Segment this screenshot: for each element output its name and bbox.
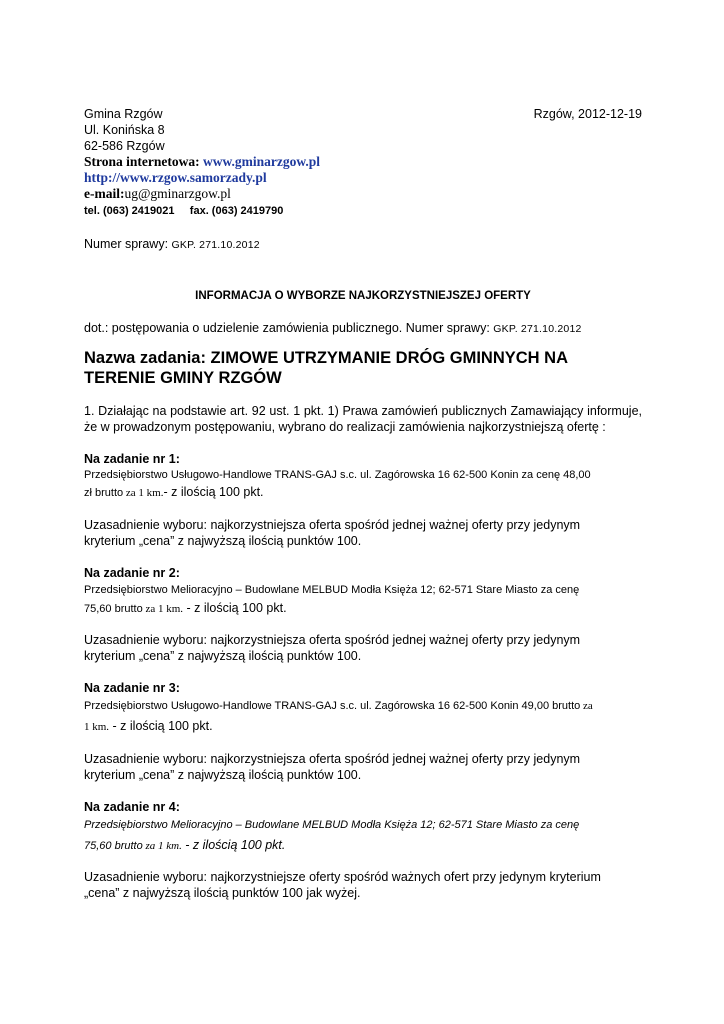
task-3-score: - z ilością 100 pkt.	[109, 719, 213, 733]
task-4-offer	[84, 815, 642, 856]
task-4-price: 75,60 brutto	[84, 840, 143, 852]
task-1-offer-line-2	[84, 484, 642, 502]
task-2-score: - z ilością 100 pkt.	[183, 601, 287, 615]
subject-text: dot.: postępowania o udzielenie zamówienia publicznego. Numer sprawy:	[84, 321, 490, 335]
task-1-offer	[84, 467, 642, 502]
case-number-line	[84, 236, 642, 253]
task-title-line-1: Nazwa zadania: ZIMOWE UTRZYMANIE DRÓG GMINNYCH NA	[84, 349, 569, 367]
task-3	[84, 680, 642, 783]
task-3-justification-line-2: kryterium „cena” z najwyższą ilością punktów 100.	[84, 768, 362, 782]
task-2-offer-line-1: Przedsiębiorstwo Melioracyjno – Budowlane MELBUD Modła Księża 12; 62-571 Stare Miasto za cenę	[84, 584, 580, 596]
task-2-price: 75,60 brutto	[84, 603, 143, 615]
task-4-offer-line-1: Przedsiębiorstwo Melioracyjno – Budowlane MELBUD Modła Księża 12; 62-571 Stare Miasto za cenę	[84, 819, 580, 831]
intro-paragraph: 1. Działając na podstawie art. 92 ust. 1 pkt. 1) Prawa zamówień publicznych Zamawiający informuje, że w prowadzonym postępowaniu, wybrano do realizacji zamówienia najkorzystniejszą ofertę :	[84, 404, 642, 434]
subject-case-number: GKP. 271.10.2012	[493, 323, 582, 335]
task-1-justification	[84, 517, 642, 549]
task-4-justification-line-1: Uzasadnienie wyboru: najkorzystniejsze oferty spośród ważnych ofert przy jedynym kryterium	[84, 870, 601, 884]
task-1-justification-line-1: Uzasadnienie wyboru: najkorzystniejsza oferta spośród jednej ważnej oferty przy jedynym	[84, 518, 581, 532]
task-title-line-2: TERENIE GMINY RZGÓW	[84, 369, 282, 387]
task-1-offer-line-1: Przedsiębiorstwo Usługowo-Handlowe TRANS-GAJ s.c. ul. Zagórowska 16 62-500 Konin za cenę 48,00	[84, 469, 591, 481]
task-2-justification-line-2: kryterium „cena” z najwyższą ilością punktów 100.	[84, 649, 362, 663]
task-2	[84, 565, 642, 664]
website-link[interactable]: www.gminarzgow.pl	[203, 154, 321, 169]
office-postal: 62-586 Rzgów	[84, 139, 165, 153]
task-4-unit: za 1 km.	[142, 840, 182, 852]
task-4-justification-line-2: „cena” z najwyższą ilością punktów 100 jak wyżej.	[84, 886, 361, 900]
letterhead	[84, 106, 642, 253]
office-name: Gmina Rzgów	[84, 107, 163, 121]
task-3-offer-line-2	[84, 716, 642, 737]
website-label: Strona internetowa:	[84, 154, 200, 169]
office-street: Ul. Konińska 8	[84, 123, 165, 137]
email-label: e-mail:	[84, 186, 125, 201]
task-3-offer	[84, 696, 642, 737]
email-address[interactable]: ug@gminarzgow.pl	[124, 186, 231, 201]
website-link-2[interactable]: http://www.rzgow.samorzady.pl	[84, 170, 267, 185]
task-3-offer-line-1	[84, 696, 642, 716]
task-2-unit: za 1 km.	[142, 603, 184, 615]
task-3-offer-text: Przedsiębiorstwo Usługowo-Handlowe TRANS-GAJ s.c. ul. Zagórowska 16 62-500 Konin 49,00 brutto	[84, 700, 581, 712]
task-4-heading: Na zadanie nr 4:	[84, 800, 180, 814]
task-1-price: zł brutto	[84, 487, 124, 499]
task-title	[84, 348, 642, 388]
task-1	[84, 451, 642, 549]
task-2-offer-line-2	[84, 599, 642, 618]
case-number-label: Numer sprawy:	[84, 237, 169, 251]
task-2-heading: Na zadanie nr 2:	[84, 566, 180, 580]
task-1-justification-line-2: kryterium „cena” z najwyższą ilością punktów 100.	[84, 534, 362, 548]
task-3-heading: Na zadanie nr 3:	[84, 681, 180, 695]
task-1-unit: za 1 km.	[123, 487, 164, 499]
email-line	[84, 186, 642, 202]
task-3-justification-line-1: Uzasadnienie wyboru: najkorzystniejsza oferta spośród jednej ważnej oferty przy jedynym	[84, 752, 581, 766]
document-body	[84, 106, 642, 901]
task-1-score: - z ilością 100 pkt.	[163, 485, 264, 499]
document-heading: INFORMACJA O WYBORZE NAJKORZYSTNIEJSZEJ OFERTY	[195, 290, 531, 302]
website-line	[84, 154, 642, 170]
task-1-heading: Na zadanie nr 1:	[84, 452, 180, 466]
task-3-unit: 1 km.	[84, 721, 110, 733]
task-3-za: za	[580, 700, 593, 712]
task-2-justification-line-1: Uzasadnienie wyboru: najkorzystniejsza oferta spośród jednej ważnej oferty przy jedynym	[84, 633, 581, 647]
task-4-score: - z ilością 100 pkt.	[181, 838, 286, 852]
task-2-justification	[84, 632, 642, 664]
place-date: Rzgów, 2012-12-19	[533, 107, 642, 121]
phone-fax: tel. (063) 2419021 fax. (063) 2419790	[84, 205, 284, 217]
task-4-justification	[84, 869, 642, 901]
subject-line	[84, 320, 642, 337]
task-4-offer-line-2	[84, 835, 642, 856]
case-number-value: GKP. 271.10.2012	[171, 239, 260, 251]
task-4	[84, 799, 642, 901]
task-2-offer	[84, 581, 642, 618]
task-3-justification	[84, 751, 642, 783]
